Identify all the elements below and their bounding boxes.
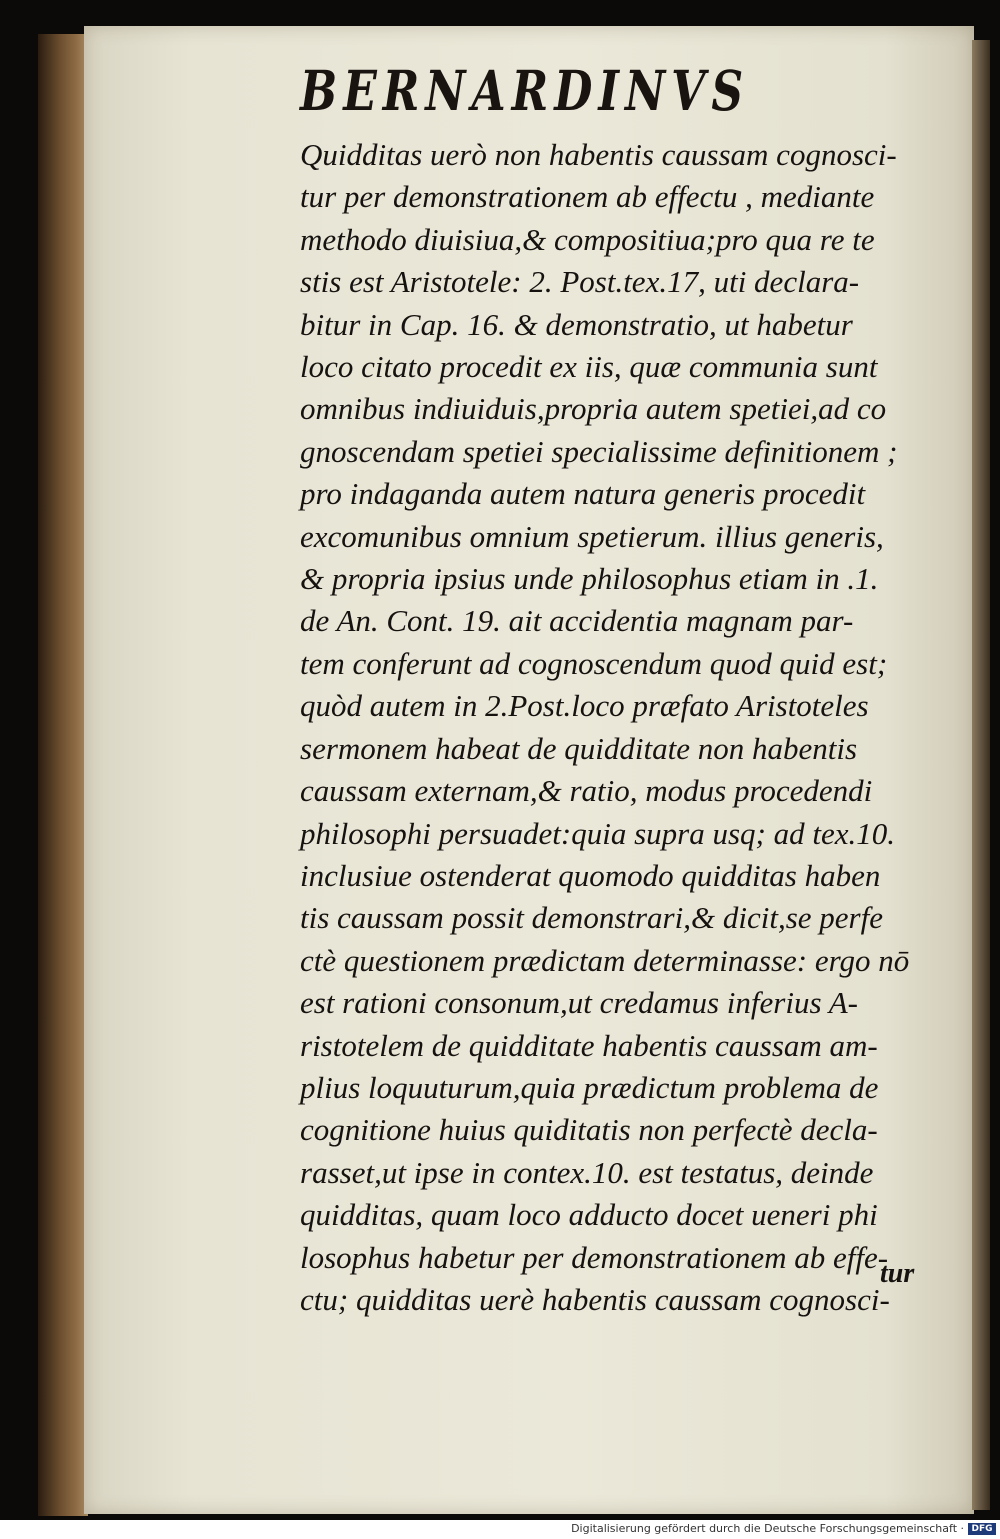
text-line: omnibus indiuiduis,propria autem spetiei,ad co bbox=[300, 391, 887, 427]
text-line: pro indaganda autem natura generis procedit bbox=[300, 476, 866, 512]
text-line: plius loquuturum,quia prædictum problema de bbox=[300, 1069, 879, 1105]
text-line: rasset,ut ipse in contex.10. est testatus, deinde bbox=[300, 1154, 874, 1190]
text-line: ctè questionem prædictam determinasse: ergo nō bbox=[300, 942, 910, 978]
text-line: ctu; quidditas uerè habentis caussam cognosci- bbox=[300, 1281, 890, 1317]
text-line: bitur in Cap. 16. & demonstratio, ut habetur bbox=[300, 306, 853, 342]
text-line: caussam externam,& ratio, modus procedendi bbox=[300, 773, 873, 809]
text-line: tur per demonstrationem ab effectu , mediante bbox=[300, 179, 875, 215]
text-line: sermonem habeat de quidditate non habentis bbox=[300, 730, 858, 766]
text-line: ristotelem de quidditate habentis caussam am- bbox=[300, 1027, 878, 1063]
text-line: cognitione huius quiditatis non perfectè decla- bbox=[300, 1112, 878, 1148]
book-binding-edge bbox=[38, 34, 88, 1516]
text-line: & propria ipsius unde philosophus etiam in .1. bbox=[300, 561, 879, 597]
text-line: methodo diuisiua,& compositiua;pro qua re te bbox=[300, 221, 875, 257]
catchword: tur bbox=[880, 1258, 915, 1289]
text-line: tem conferunt ad cognoscendum quod quid est; bbox=[300, 645, 888, 681]
running-head: BERNARDINVS bbox=[300, 60, 750, 124]
text-line: excomunibus omnium spetierum. illius generis, bbox=[300, 518, 884, 554]
text-line: loco citato procedit ex iis, quæ communia sunt bbox=[300, 349, 878, 385]
text-line: philosophi persuadet:quia supra usq; ad tex.10. bbox=[300, 815, 895, 851]
text-line: quidditas, quam loco adducto docet ueneri phi bbox=[300, 1197, 878, 1233]
text-line: tis caussam possit demonstrari,& dicit,se perfe bbox=[300, 900, 883, 936]
text-line: Quidditas uerò non habentis caussam cognosci- bbox=[300, 137, 897, 172]
text-line: gnoscendam spetiei specialissime definitionem ; bbox=[300, 433, 898, 469]
text-line: stis est Aristotele: 2. Post.tex.17, uti declara- bbox=[300, 264, 860, 300]
text-line: est rationi consonum,ut credamus inferius A- bbox=[300, 985, 858, 1021]
text-line: inclusiue ostenderat quomodo quidditas haben bbox=[300, 857, 881, 893]
page-fore-edge bbox=[972, 40, 990, 1510]
text-line: quòd autem in 2.Post.loco præfato Aristoteles bbox=[300, 688, 869, 724]
body-text bbox=[300, 134, 960, 1321]
text-line: losophus habetur per demonstrationem ab effe- bbox=[300, 1239, 889, 1275]
digitization-credit: Digitalisierung gefördert durch die Deutsche Forschungsgemeinschaft · bbox=[571, 1522, 964, 1535]
text-line: de An. Cont. 19. ait accidentia magnam par- bbox=[300, 603, 854, 639]
dfg-logo-icon: DFG bbox=[968, 1523, 996, 1535]
